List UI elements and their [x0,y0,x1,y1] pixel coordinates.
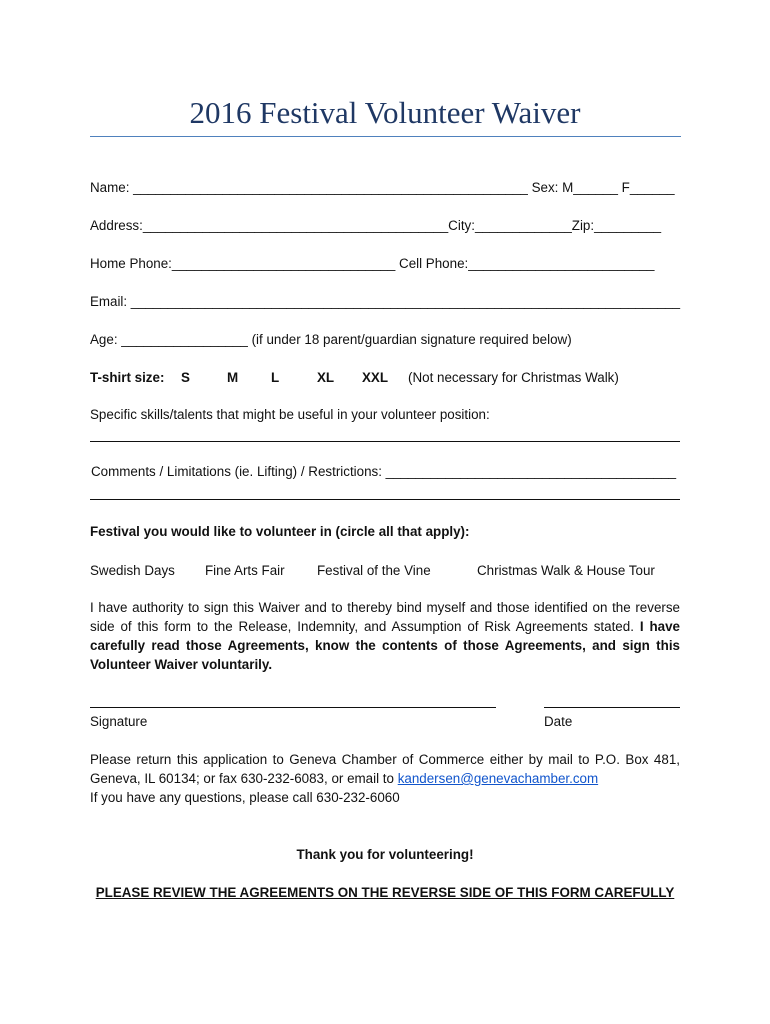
section-divider [90,499,680,500]
tshirt-size-label: T-shirt size: [90,370,165,385]
festival-option-christmas-walk[interactable]: Christmas Walk & House Tour [477,563,655,578]
comments-field-text: Comments / Limitations (ie. Lifting) / Restrictions: _______________________________________ [91,464,677,479]
document-title: 2016 Festival Volunteer Waiver [189,95,581,130]
festival-option-fine-arts-fair[interactable]: Fine Arts Fair [205,563,285,578]
tshirt-size-xl[interactable]: XL [317,370,335,385]
agreement-bold-text: I have carefully read those Agreements, know the contents of those Agreements, and sign this Volunteer Waiver voluntarily. [90,619,680,672]
age-field[interactable] [90,331,572,348]
contact-email-link[interactable]: kandersen@genevachamber.com [397,771,599,786]
date-label: Date [544,714,573,729]
tshirt-note: (Not necessary for Christmas Walk) [408,370,619,385]
phone-field-text: Home Phone:______________________________ Cell Phone:_________________________ [90,256,655,271]
skills-label: Specific skills/talents that might be useful in your volunteer position: [90,407,490,422]
agreement-paragraph [90,598,680,674]
name-sex-field[interactable] [90,179,675,196]
date-line[interactable] [544,707,680,708]
tshirt-size-l[interactable]: L [271,370,280,385]
festival-option-festival-of-the-vine[interactable]: Festival of the Vine [317,563,431,578]
tshirt-size-s[interactable]: S [181,370,190,385]
agreement-text: I have authority to sign this Waiver and to thereby bind myself and those identified on the reverse side of this form to the Release, Indemnity, and Assumption of Risk Agreements stated. [90,600,680,634]
phone-field[interactable] [90,255,654,272]
return-text: Please return this application to Geneva Chamber of Commerce either by mail to P.O. Box 481, Geneva, IL 60134; or fax 630-232-6083, or email to [90,752,680,786]
questions-text: If you have any questions, please call 630-232-6060 [90,790,400,805]
review-notice: PLEASE REVIEW THE AGREEMENTS ON THE REVERSE SIDE OF THIS FORM CAREFULLY [95,885,675,900]
return-instructions [90,750,680,807]
thank-you-text: Thank you for volunteering! [296,847,474,862]
email-field[interactable] [90,293,680,310]
skills-answer-line[interactable] [90,441,680,442]
age-field-text: Age: _________________ (if under 18 parent/guardian signature required below) [90,332,572,347]
title-underline [90,136,681,137]
festival-option-swedish-days[interactable]: Swedish Days [90,563,175,578]
email-field-text: Email: __________________________________________________________________________ [90,294,681,309]
festival-heading: Festival you would like to volunteer in (circle all that apply): [90,524,470,539]
address-city-zip-field[interactable] [90,217,661,234]
name-sex-field-text: Name: _____________________________________________________ Sex: M______ F______ [90,180,675,195]
tshirt-size-m[interactable]: M [227,370,239,385]
signature-label: Signature [90,714,148,729]
tshirt-size-xxl[interactable]: XXL [362,370,389,385]
comments-field[interactable] [91,463,676,480]
address-field-text: Address:_________________________________________City:_____________Zip:_________ [90,218,662,233]
signature-line[interactable] [90,707,496,708]
